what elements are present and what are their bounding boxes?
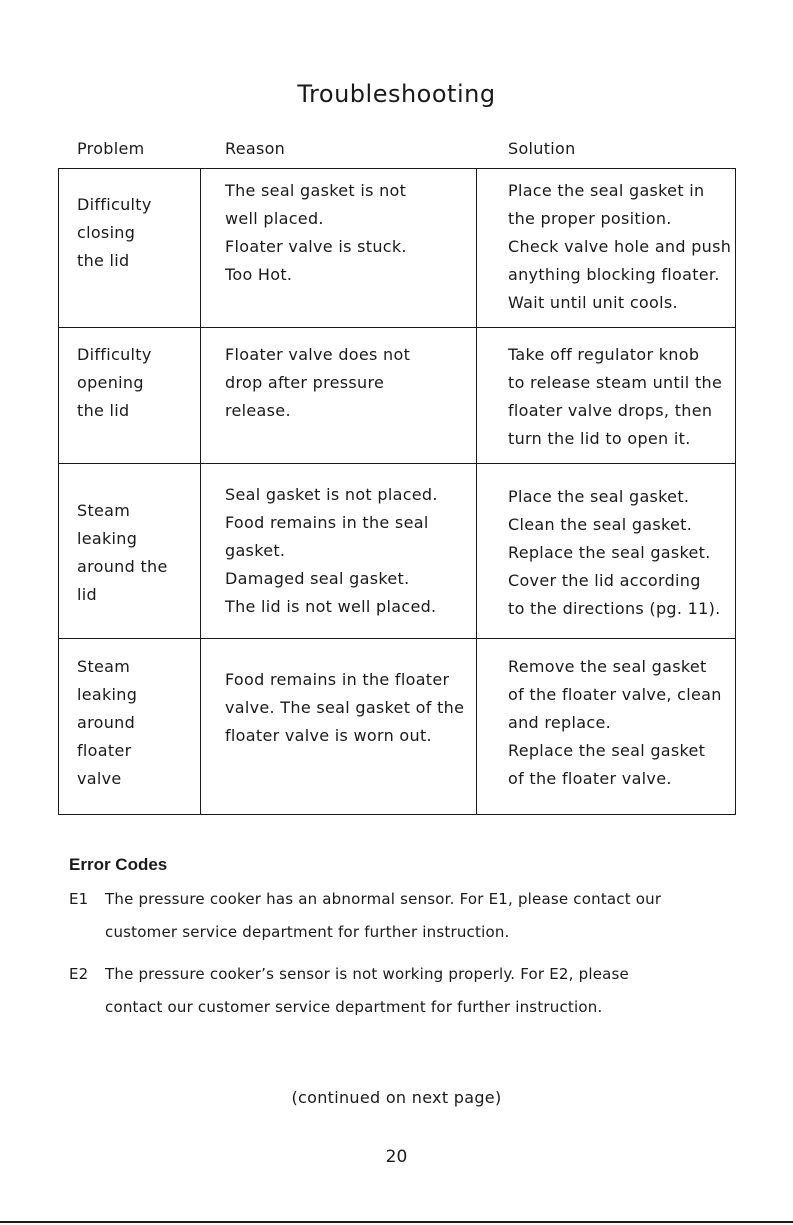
reason-line: Food remains in the seal: [225, 513, 429, 532]
solution-line: Place the seal gasket in: [508, 181, 705, 200]
table-row: [59, 639, 736, 815]
reason-line: Damaged seal gasket.: [225, 569, 410, 588]
reason-line: Too Hot.: [225, 265, 293, 284]
solution-line: Take off regulator knob: [508, 345, 700, 364]
solution-line: anything blocking floater.: [508, 265, 720, 284]
reason-line: gasket.: [225, 541, 286, 560]
column-header-solution: Solution: [508, 139, 576, 158]
solution-line: to the directions (pg. 11).: [508, 599, 721, 618]
problem-cell: [59, 464, 201, 639]
column-header-problem: Problem: [77, 139, 145, 158]
reason-cell: [201, 464, 477, 639]
reason-line: The lid is not well placed.: [225, 597, 437, 616]
problem-line: Steam: [77, 657, 131, 676]
solution-line: the proper position.: [508, 209, 672, 228]
solution-cell: [477, 169, 736, 328]
error-description-line: contact our customer service department for further instruction.: [105, 998, 603, 1016]
page-title: Troubleshooting: [297, 80, 496, 108]
solution-line: to release steam until the: [508, 373, 723, 392]
solution-line: turn the lid to open it.: [508, 429, 691, 448]
reason-line: drop after pressure: [225, 373, 385, 392]
solution-line: Remove the seal gasket: [508, 657, 707, 676]
reason-line: well placed.: [225, 209, 324, 228]
problem-line: Steam: [77, 501, 131, 520]
solution-line: Cover the lid according: [508, 571, 701, 590]
solution-line: floater valve drops, then: [508, 401, 713, 420]
error-description-line: The pressure cooker has an abnormal sensor. For E1, please contact our: [105, 890, 662, 908]
reason-cell: [201, 328, 477, 464]
reason-cell: [201, 639, 477, 815]
problem-line: Difficulty: [77, 345, 152, 364]
page-number: 20: [385, 1147, 408, 1167]
reason-line: release.: [225, 401, 291, 420]
error-code: E2: [69, 965, 89, 983]
problem-line: opening: [77, 373, 144, 392]
problem-cell: [59, 328, 201, 464]
solution-line: of the floater valve.: [508, 769, 672, 788]
solution-line: Wait until unit cools.: [508, 293, 678, 312]
problem-line: Difficulty: [77, 195, 152, 214]
error-codes-heading: Error Codes: [69, 855, 168, 874]
problem-line: leaking: [77, 529, 138, 548]
reason-line: Floater valve does not: [225, 345, 411, 364]
solution-cell: [477, 639, 736, 815]
reason-line: valve. The seal gasket of the: [225, 698, 465, 717]
solution-cell: [477, 328, 736, 464]
problem-line: the lid: [77, 401, 130, 420]
problem-cell: [59, 169, 201, 328]
solution-line: Place the seal gasket.: [508, 487, 690, 506]
problem-line: floater: [77, 741, 132, 760]
error-code: E1: [69, 890, 89, 908]
error-description: [105, 958, 745, 1024]
error-description-line: The pressure cooker’s sensor is not working properly. For E2, please: [105, 965, 629, 983]
solution-cell: [477, 464, 736, 639]
problem-line: the lid: [77, 251, 130, 270]
reason-line: The seal gasket is not: [225, 181, 407, 200]
reason-line: Food remains in the floater: [225, 670, 450, 689]
solution-line: and replace.: [508, 713, 611, 732]
table-row: [59, 464, 736, 639]
problem-line: around: [77, 713, 136, 732]
reason-cell: [201, 169, 477, 328]
solution-line: Replace the seal gasket: [508, 741, 706, 760]
table-row: [59, 328, 736, 464]
problem-line: valve: [77, 769, 122, 788]
bottom-rule: [0, 1221, 793, 1223]
reason-line: Seal gasket is not placed.: [225, 485, 438, 504]
solution-line: Replace the seal gasket.: [508, 543, 711, 562]
solution-line: of the floater valve, clean: [508, 685, 722, 704]
table-row: [59, 169, 736, 328]
problem-cell: [59, 639, 201, 815]
problem-line: leaking: [77, 685, 138, 704]
problem-line: around the: [77, 557, 168, 576]
solution-line: Clean the seal gasket.: [508, 515, 693, 534]
solution-line: Check valve hole and push: [508, 237, 732, 256]
problem-line: closing: [77, 223, 136, 242]
continued-note: (continued on next page): [291, 1088, 502, 1107]
troubleshooting-table: [58, 168, 736, 815]
error-description: [105, 883, 745, 949]
problem-line: lid: [77, 585, 97, 604]
reason-line: Floater valve is stuck.: [225, 237, 407, 256]
column-header-reason: Reason: [225, 139, 286, 158]
reason-line: floater valve is worn out.: [225, 726, 432, 745]
error-description-line: customer service department for further instruction.: [105, 923, 510, 941]
